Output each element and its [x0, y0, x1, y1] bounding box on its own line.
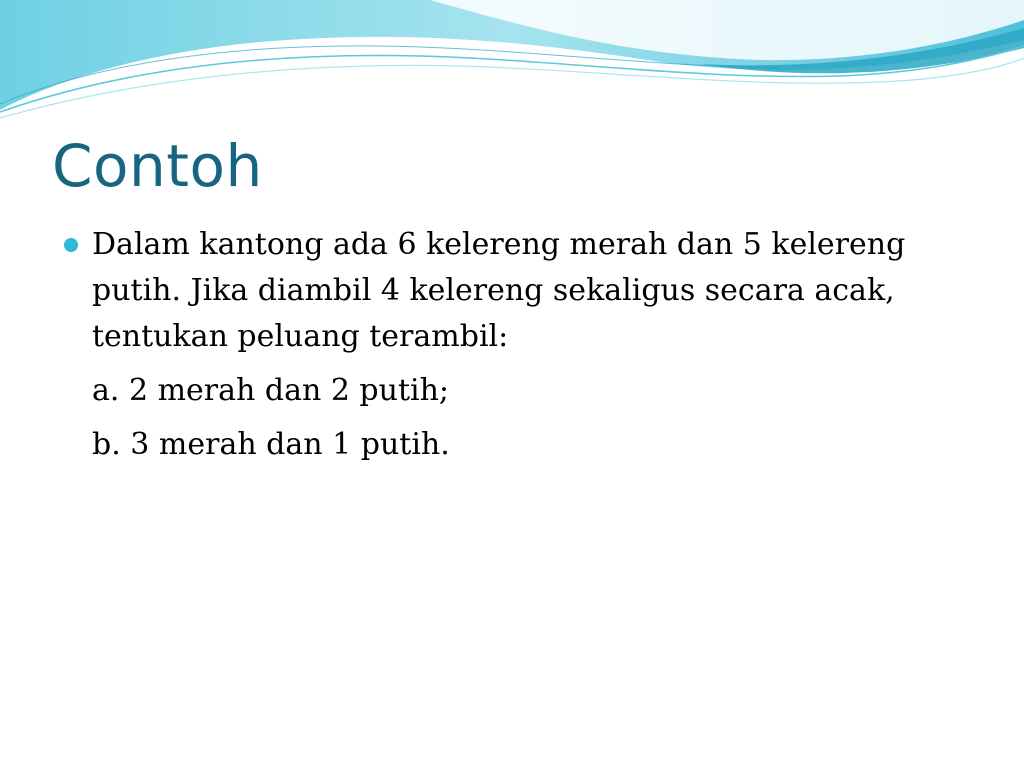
wave-header-decoration: [0, 0, 1024, 130]
option-b: b. 3 merah dan 1 putih.: [92, 427, 450, 462]
bullet-item: [62, 222, 962, 360]
slide-content: [62, 222, 962, 468]
option-a: a. 2 merah dan 2 putih;: [92, 373, 450, 408]
slide-title: Contoh: [52, 132, 263, 200]
bullet-text: Dalam kantong ada 6 kelereng merah dan 5 kelereng putih. Jika diambil 4 kelereng sekaligus secara acak, tentukan peluang terambil:: [92, 227, 906, 354]
bullet-dot-icon: [64, 238, 78, 252]
